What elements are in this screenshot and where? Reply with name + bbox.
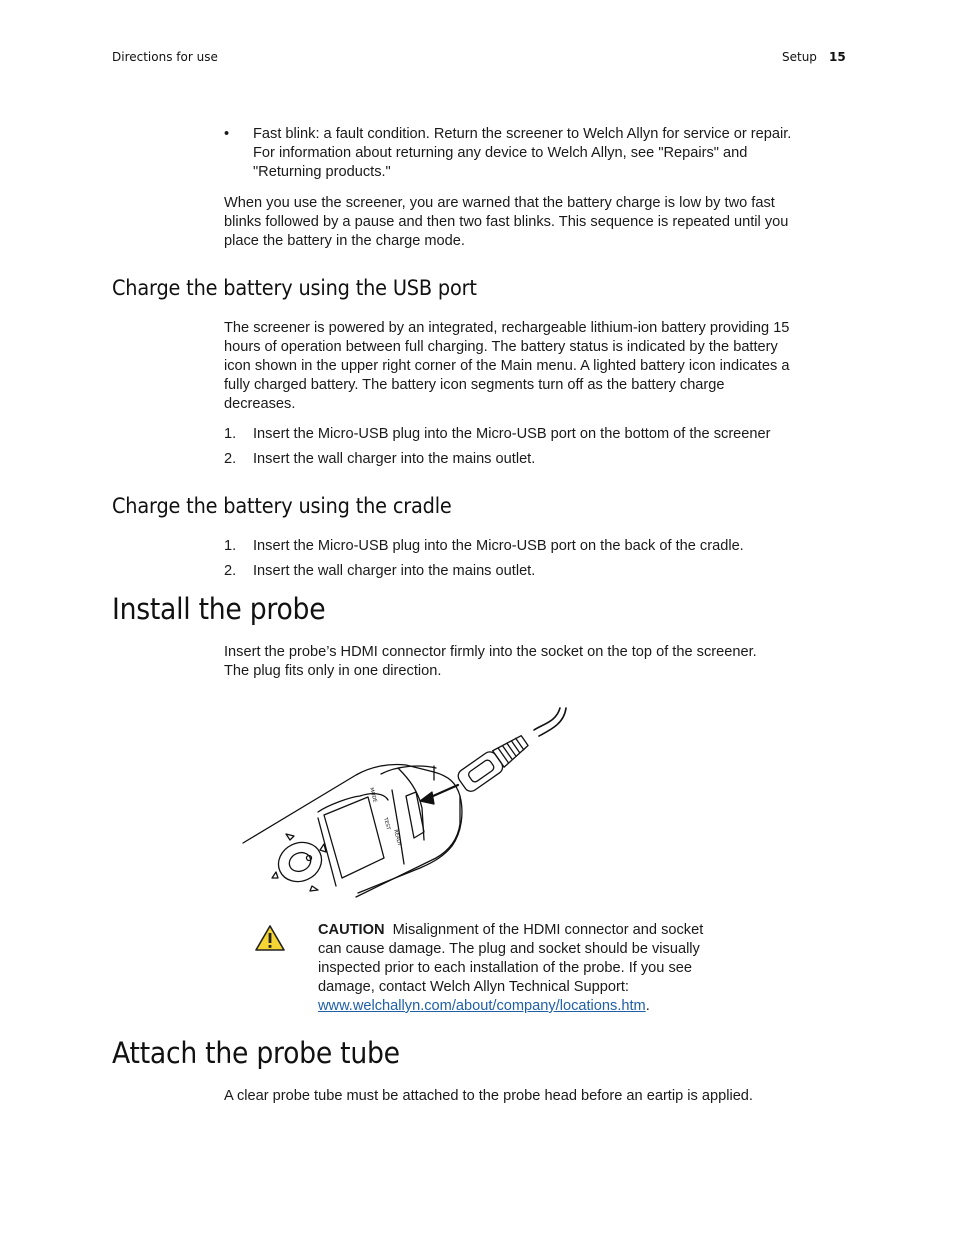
step-text: Insert the Micro-USB plug into the Micro-USB port on the back of the cradle. (253, 538, 744, 554)
paragraph-line: blinks followed by a pause and then two fast blinks. This sequence is repeated until you (224, 214, 789, 230)
probe-paragraph (224, 643, 757, 681)
usb-paragraph (224, 319, 789, 414)
test-label: TEST (382, 816, 392, 831)
paragraph-line: fully charged battery. The battery icon segments turn off as the battery charge (224, 377, 725, 393)
paragraph-line: When you use the screener, you are warned that the battery charge is low by two fast (224, 195, 775, 211)
bullet-line: Fast blink: a fault condition. Return the screener to Welch Allyn for service or repair. (253, 126, 792, 142)
step-number: 2. (224, 563, 237, 579)
probe-installation-illustration (238, 700, 573, 900)
list-item (224, 425, 844, 444)
heading-install-probe: Install the probe (112, 592, 326, 626)
up-arrow-icon (286, 834, 294, 840)
ready-label: READY (392, 828, 403, 847)
heading-attach-tube: Attach the probe tube (112, 1036, 400, 1070)
step-number: 1. (224, 426, 237, 442)
paragraph-line: hours of operation between full charging. The battery status is indicated by the battery (224, 339, 778, 355)
step-text: Insert the wall charger into the mains outlet. (253, 451, 536, 467)
navigation-keypad (272, 835, 328, 888)
caution-text (318, 921, 703, 1016)
bullet-symbol: • (224, 126, 230, 142)
paragraph-line: Insert the probe’s HDMI connector firmly into the socket on the top of the screener. (224, 644, 757, 660)
mode-label: MODE (368, 786, 378, 804)
bullet-item (224, 125, 844, 185)
heading-charge-cradle: Charge the battery using the cradle (112, 494, 452, 518)
caution-line: inspected prior to each installation of the probe. If you see (318, 960, 692, 976)
down-arrow-icon (310, 886, 318, 891)
bullet-line: "Returning products." (253, 164, 391, 180)
paragraph-line: decreases. (224, 396, 296, 412)
step-text: Insert the wall charger into the mains outlet. (253, 563, 536, 579)
page-number: 15 (829, 50, 846, 64)
bullet-line: For information about returning any device to Welch Allyn, see "Repairs" and (253, 145, 748, 161)
list-item (224, 450, 844, 469)
hdmi-plug (455, 731, 531, 794)
link-suffix: . (645, 998, 650, 1014)
running-header-section: Setup (782, 50, 817, 64)
support-link[interactable]: www.welchallyn.com/about/company/locations.htm (318, 998, 646, 1014)
list-item (224, 562, 844, 581)
step-text: Insert the Micro-USB plug into the Micro-USB port on the bottom of the screener (253, 426, 771, 442)
caution-line: can cause damage. The plug and socket should be visually (318, 941, 700, 957)
warning-triangle-icon (254, 924, 286, 952)
paragraph-line: The screener is powered by an integrated, rechargeable lithium-ion battery providing 15 (224, 320, 790, 336)
running-header-title: Directions for use (112, 50, 218, 64)
list-item (224, 537, 844, 556)
paragraph-line: place the battery in the charge mode. (224, 233, 465, 249)
left-arrow-icon (272, 872, 278, 878)
paragraph-line: icon shown in the upper right corner of the Main menu. A lighted battery icon indicates a (224, 358, 790, 374)
caution-line: damage, contact Welch Allyn Technical Support: (318, 979, 629, 995)
step-number: 2. (224, 451, 237, 467)
step-number: 1. (224, 538, 237, 554)
paragraph-line: The plug fits only in one direction. (224, 663, 442, 679)
tube-paragraph: A clear probe tube must be attached to the probe head before an eartip is applied. (224, 1088, 753, 1104)
heading-charge-usb: Charge the battery using the USB port (112, 276, 477, 300)
screener-body-outline (243, 764, 460, 897)
hdmi-socket (406, 792, 424, 838)
caution-label: CAUTION (318, 922, 385, 938)
probe-cable (534, 708, 560, 730)
screener-display (324, 797, 384, 878)
caution-line: Misalignment of the HDMI connector and socket (392, 922, 704, 938)
intro-paragraph (224, 194, 788, 251)
